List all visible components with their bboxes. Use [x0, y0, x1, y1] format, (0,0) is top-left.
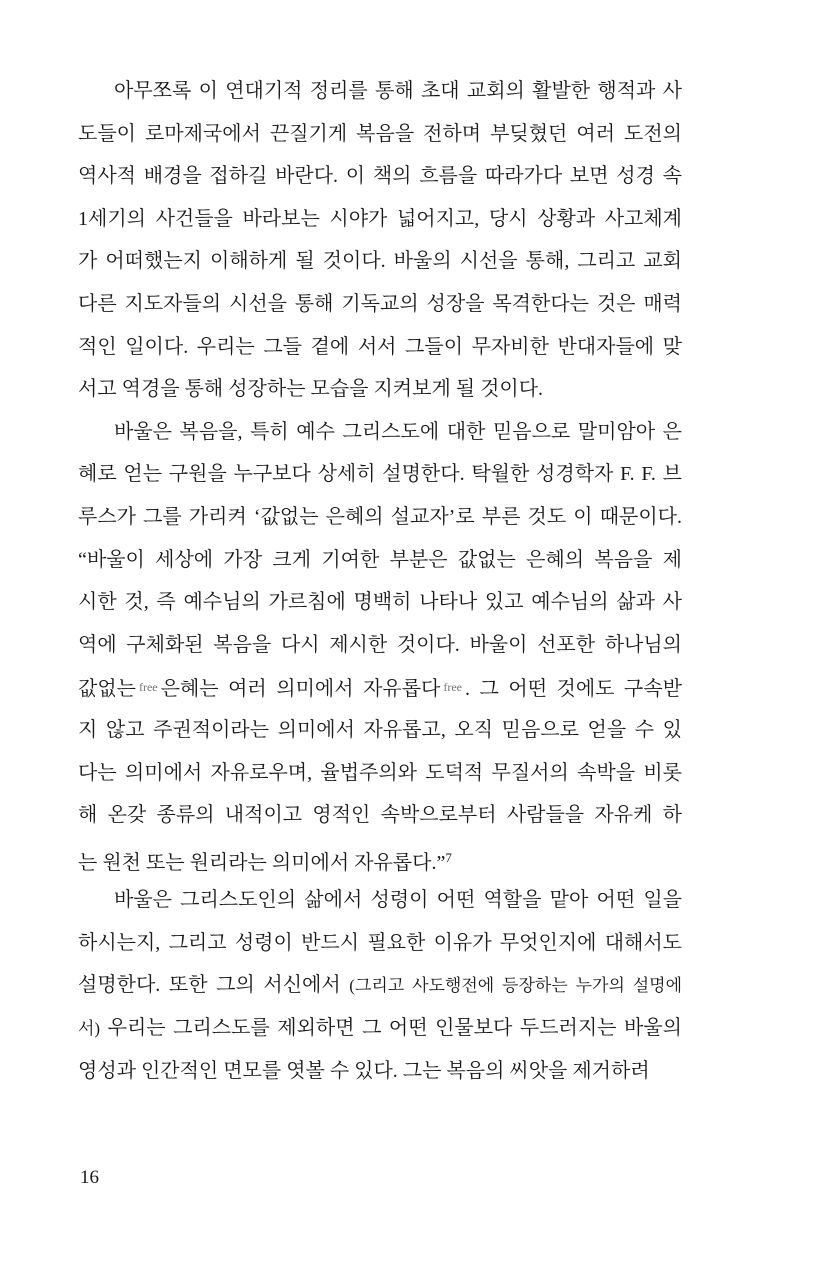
text-line — [78, 453, 682, 496]
small-text: 서) — [78, 1019, 101, 1039]
paragraph — [78, 879, 682, 1092]
text-line — [78, 752, 682, 795]
small-text: (그리고 사도행전에 등장하는 누가의 설명에 — [349, 976, 682, 996]
body-text: 는 원천 또는 원리라는 의미에서 자유롭다.” — [78, 851, 446, 874]
text-line — [78, 539, 682, 582]
body-text: . 그 어떤 것에도 구속받 — [465, 678, 682, 701]
text-line — [78, 837, 682, 880]
body-text: 해 온갖 종류의 내적이고 영적인 속박으로부터 사람들을 자유케 하 — [78, 804, 682, 827]
text-line — [78, 411, 682, 454]
body-text: 지 않고 주권적이라는 의미에서 자유롭고, 오직 믿음으로 얻을 수 있 — [78, 718, 682, 741]
body-text: 도들이 로마제국에서 끈질기게 복음을 전하며 부딪혔던 여러 도전의 — [78, 122, 682, 145]
text-line — [78, 1007, 682, 1050]
text-line — [78, 70, 682, 113]
text-line — [78, 666, 682, 709]
body-text: 혜로 얻는 구원을 누구보다 상세히 설명한다. 탁월한 성경학자 F. F. 브 — [78, 463, 682, 486]
text-line — [78, 113, 682, 156]
page-number: 16 — [80, 1167, 99, 1188]
body-text: 설명한다. 또한 그의 서신에서 — [78, 974, 350, 997]
text-line — [78, 964, 682, 1007]
page-body-text — [78, 70, 682, 1092]
text-line — [78, 496, 682, 539]
body-text: “바울이 세상에 가장 크게 기여한 부분은 값없는 은혜의 복음을 제 — [78, 548, 682, 571]
text-line — [78, 198, 682, 241]
body-text: 다른 지도자들의 시선을 통해 기독교의 성장을 목격한다는 것은 매력 — [78, 292, 682, 315]
text-line — [78, 326, 682, 369]
body-text: 바울은 그리스도인의 삶에서 성령이 어떤 역할을 맡아 어떤 일을 — [114, 889, 682, 912]
gloss-text: free — [138, 680, 158, 695]
body-text: 역에 구체화된 복음을 다시 제시한 것이다. 바울이 선포한 하나님의 — [78, 633, 682, 656]
body-text: 시한 것, 즉 예수님의 가르침에 명백히 나타나 있고 예수님의 삶과 사 — [78, 591, 682, 614]
body-text: 역사적 배경을 접하길 바란다. 이 책의 흐름을 따라가다 보면 성경 속 — [78, 165, 682, 188]
text-line — [78, 709, 682, 752]
text-line — [78, 368, 682, 411]
text-line — [78, 155, 682, 198]
body-text: 루스가 그를 가리켜 ‘값없는 은혜의 설교자’로 부른 것도 이 때문이다. — [78, 505, 682, 528]
paragraph — [78, 70, 682, 411]
body-text: 하시는지, 그리고 성령이 반드시 필요한 이유가 무엇인지에 대해서도 — [78, 931, 682, 954]
body-text: 은혜는 여러 의미에서 자유롭다 — [160, 678, 441, 701]
body-text: 아무쪼록 이 연대기적 정리를 통해 초대 교회의 활발한 행적과 사 — [114, 80, 682, 102]
text-line — [78, 624, 682, 667]
body-text: 가 어떠했는지 이해하게 될 것이다. 바울의 시선을 통해, 그리고 교회 — [78, 250, 682, 273]
text-line — [78, 922, 682, 965]
text-line — [78, 794, 682, 837]
body-text: 영성과 인간적인 면모를 엿볼 수 있다. 그는 복음의 씨앗을 제거하려 — [78, 1059, 650, 1082]
body-text: 적인 일이다. 우리는 그들 곁에 서서 그들이 무자비한 반대자들에 맞 — [78, 335, 682, 358]
body-text: 값없는 — [78, 678, 136, 701]
footnote-ref: 7 — [445, 849, 452, 865]
body-text: 바울은 복음을, 특히 예수 그리스도에 대한 믿음으로 말미암아 은 — [114, 420, 682, 443]
gloss-text: free — [443, 680, 463, 695]
text-line — [78, 879, 682, 922]
body-text: 우리는 그리스도를 제외하면 그 어떤 인물보다 두드러지는 바울의 — [100, 1017, 682, 1040]
text-line — [78, 240, 682, 283]
text-line — [78, 283, 682, 326]
text-line — [78, 581, 682, 624]
text-line — [78, 1050, 682, 1093]
body-text: 1세기의 사건들을 바라보는 시야가 넓어지고, 당시 상황과 사고체계 — [78, 207, 682, 230]
paragraph — [78, 411, 682, 880]
body-text: 다는 의미에서 자유로우며, 율법주의와 도덕적 무질서의 속박을 비롯 — [78, 761, 682, 784]
body-text: 서고 역경을 통해 성장하는 모습을 지켜보게 될 것이다. — [78, 378, 544, 401]
